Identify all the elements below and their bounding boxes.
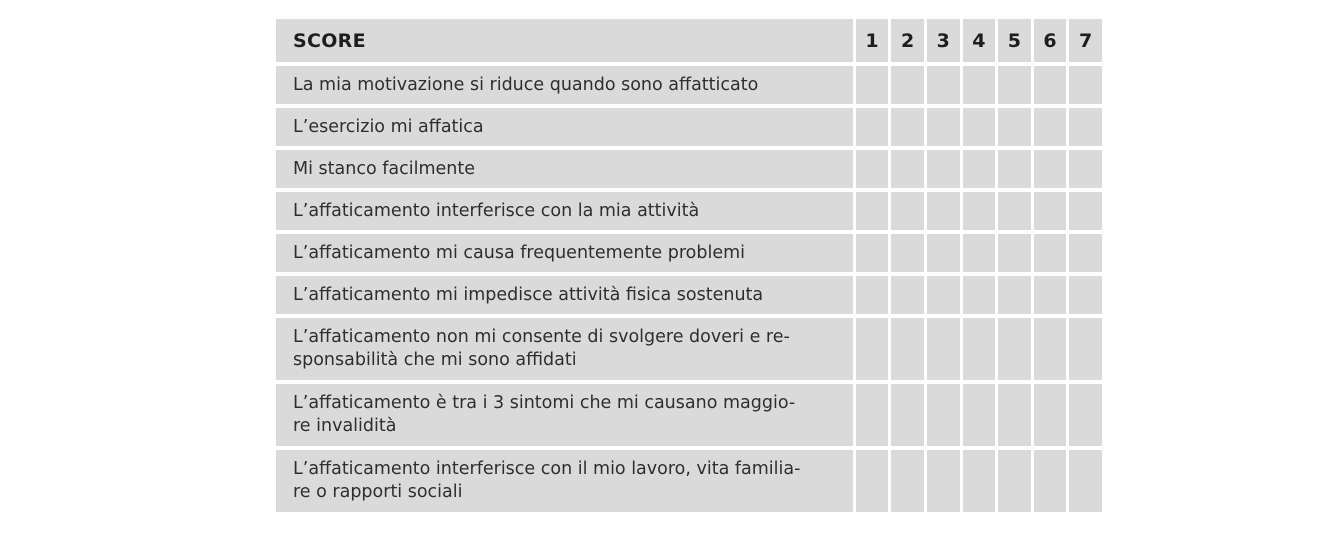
- scale-header-3: 3: [927, 19, 960, 62]
- fatigue-severity-scale-table: [273, 15, 1105, 516]
- score-cell-7[interactable]: [1069, 384, 1102, 446]
- score-cell-4[interactable]: [963, 450, 996, 512]
- score-cell-7[interactable]: [1069, 192, 1102, 230]
- score-cell-4[interactable]: [963, 66, 996, 104]
- score-cell-7[interactable]: [1069, 450, 1102, 512]
- item-statement: [276, 318, 853, 380]
- table-row: [276, 234, 1102, 272]
- score-cell-6[interactable]: [1034, 108, 1067, 146]
- scale-header-7: 7: [1069, 19, 1102, 62]
- item-statement: Mi stanco facilmente: [276, 150, 853, 188]
- score-cell-6[interactable]: [1034, 192, 1067, 230]
- score-cell-4[interactable]: [963, 108, 996, 146]
- item-statement-line: sponsabilità che mi sono affidati: [293, 350, 577, 370]
- score-cell-2[interactable]: [891, 150, 924, 188]
- scale-header-5: 5: [998, 19, 1031, 62]
- item-statement: La mia motivazione si riduce quando sono affatticato: [276, 66, 853, 104]
- score-cell-6[interactable]: [1034, 384, 1067, 446]
- score-cell-5[interactable]: [998, 450, 1031, 512]
- score-cell-2[interactable]: [891, 384, 924, 446]
- score-cell-3[interactable]: [927, 276, 960, 314]
- table-row: [276, 192, 1102, 230]
- score-cell-1[interactable]: [856, 234, 889, 272]
- score-cell-7[interactable]: [1069, 318, 1102, 380]
- score-cell-1[interactable]: [856, 150, 889, 188]
- score-cell-2[interactable]: [891, 318, 924, 380]
- score-cell-4[interactable]: [963, 276, 996, 314]
- score-cell-3[interactable]: [927, 192, 960, 230]
- table-row: [276, 66, 1102, 104]
- item-statement: L’affaticamento interferisce con la mia attività: [276, 192, 853, 230]
- item-statement-line: re invalidità: [293, 416, 397, 436]
- score-cell-3[interactable]: [927, 450, 960, 512]
- score-cell-1[interactable]: [856, 66, 889, 104]
- item-rows: [276, 66, 1102, 512]
- scale-header-1: 1: [856, 19, 889, 62]
- scale-header-4: 4: [963, 19, 996, 62]
- score-cell-2[interactable]: [891, 192, 924, 230]
- score-cell-7[interactable]: [1069, 234, 1102, 272]
- score-cell-5[interactable]: [998, 384, 1031, 446]
- item-statement-line: L’affaticamento non mi consente di svolgere doveri e re-: [293, 327, 790, 347]
- score-cell-1[interactable]: [856, 276, 889, 314]
- item-statement-line: L’affaticamento interferisce con il mio lavoro, vita familia-: [293, 459, 801, 479]
- score-cell-6[interactable]: [1034, 66, 1067, 104]
- score-cell-4[interactable]: [963, 318, 996, 380]
- score-cell-7[interactable]: [1069, 150, 1102, 188]
- table-row: [276, 276, 1102, 314]
- score-cell-1[interactable]: [856, 108, 889, 146]
- table-row: [276, 450, 1102, 512]
- score-cell-6[interactable]: [1034, 234, 1067, 272]
- score-cell-3[interactable]: [927, 384, 960, 446]
- score-header: SCORE: [276, 19, 853, 62]
- score-cell-2[interactable]: [891, 450, 924, 512]
- score-cell-5[interactable]: [998, 276, 1031, 314]
- score-cell-1[interactable]: [856, 384, 889, 446]
- score-cell-5[interactable]: [998, 66, 1031, 104]
- item-statement: L’esercizio mi affatica: [276, 108, 853, 146]
- score-cell-5[interactable]: [998, 318, 1031, 380]
- score-cell-6[interactable]: [1034, 150, 1067, 188]
- item-statement-line: re o rapporti sociali: [293, 482, 463, 502]
- score-cell-1[interactable]: [856, 318, 889, 380]
- score-cell-2[interactable]: [891, 108, 924, 146]
- score-cell-3[interactable]: [927, 150, 960, 188]
- score-cell-2[interactable]: [891, 234, 924, 272]
- score-cell-5[interactable]: [998, 108, 1031, 146]
- score-cell-4[interactable]: [963, 384, 996, 446]
- score-cell-4[interactable]: [963, 234, 996, 272]
- score-cell-2[interactable]: [891, 66, 924, 104]
- score-cell-3[interactable]: [927, 234, 960, 272]
- header-row: [276, 19, 1102, 62]
- item-statement: L’affaticamento mi impedisce attività fisica sostenuta: [276, 276, 853, 314]
- score-cell-6[interactable]: [1034, 318, 1067, 380]
- table-row: [276, 384, 1102, 446]
- score-cell-6[interactable]: [1034, 276, 1067, 314]
- score-cell-2[interactable]: [891, 276, 924, 314]
- score-cell-5[interactable]: [998, 234, 1031, 272]
- score-cell-1[interactable]: [856, 450, 889, 512]
- score-cell-5[interactable]: [998, 150, 1031, 188]
- score-cell-7[interactable]: [1069, 66, 1102, 104]
- score-cell-6[interactable]: [1034, 450, 1067, 512]
- score-cell-4[interactable]: [963, 192, 996, 230]
- score-cell-4[interactable]: [963, 150, 996, 188]
- table-row: [276, 108, 1102, 146]
- score-cell-3[interactable]: [927, 108, 960, 146]
- score-cell-7[interactable]: [1069, 108, 1102, 146]
- score-cell-3[interactable]: [927, 318, 960, 380]
- table-row: [276, 318, 1102, 380]
- score-cell-7[interactable]: [1069, 276, 1102, 314]
- score-cell-3[interactable]: [927, 66, 960, 104]
- item-statement: L’affaticamento mi causa frequentemente problemi: [276, 234, 853, 272]
- scale-header-2: 2: [891, 19, 924, 62]
- score-cell-1[interactable]: [856, 192, 889, 230]
- table-row: [276, 150, 1102, 188]
- item-statement: [276, 450, 853, 512]
- score-cell-5[interactable]: [998, 192, 1031, 230]
- item-statement: [276, 384, 853, 446]
- scale-header-6: 6: [1034, 19, 1067, 62]
- item-statement-line: L’affaticamento è tra i 3 sintomi che mi causano maggio-: [293, 393, 796, 413]
